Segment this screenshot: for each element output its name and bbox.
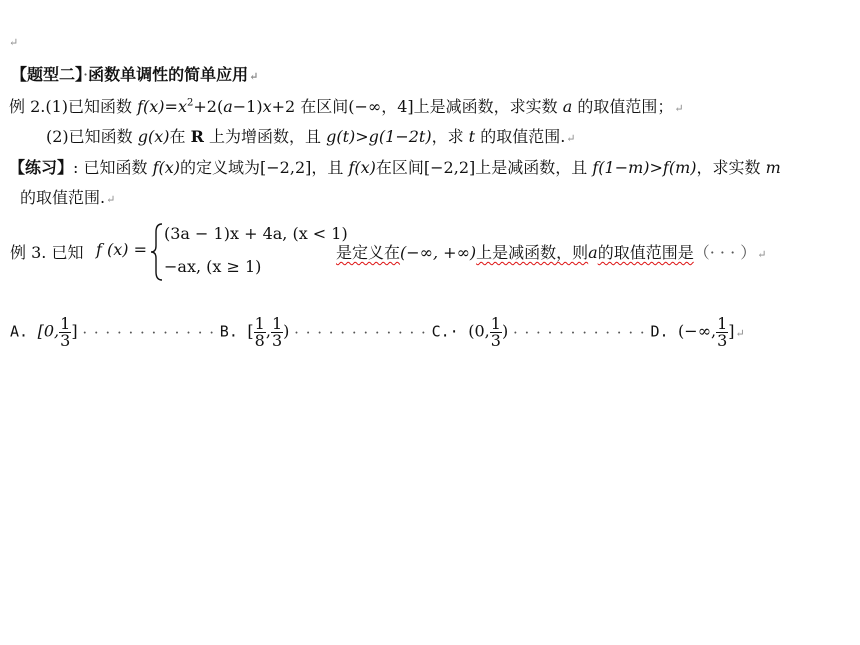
option-d-label: D.	[650, 322, 669, 341]
example2-line1	[9, 94, 684, 117]
option-d-fraction: $\frac{1}{3}$	[717, 314, 728, 350]
option-d-close: ]	[728, 321, 735, 341]
option-c-label: C.·	[431, 322, 459, 341]
example3-fx: f (x) =	[96, 240, 148, 259]
ex2-fx: f(x)	[137, 97, 165, 116]
ex2-a2: a	[562, 97, 573, 116]
exercise-label: 【练习】	[9, 158, 74, 177]
ex2-gt2: >g(1−2t)	[355, 127, 432, 146]
option-a	[10, 316, 78, 349]
piecewise-case1: (3a − 1)x + 4a, (x < 1)	[164, 224, 348, 243]
ex2-x: x	[177, 97, 187, 116]
ex2-gt: g(t)	[326, 127, 356, 146]
paragraph-mark: ↵	[249, 70, 259, 83]
example3-tail	[336, 240, 766, 263]
paragraph-mark: ↵	[106, 193, 116, 206]
ex2-l2-mid: 在	[169, 127, 191, 146]
ex2-l2-mid2: 上为增函数，且	[203, 127, 327, 146]
title-bracket-open: 【	[11, 65, 28, 84]
ex2-gx: g(x)	[137, 127, 170, 146]
option-b-fraction2: $\frac{1}{3}$	[271, 314, 283, 350]
paragraph-mark: ↵	[9, 36, 19, 49]
ex2-x2: x	[262, 97, 272, 116]
title-separator: ·	[83, 65, 89, 84]
option-d	[650, 316, 744, 349]
option-c	[432, 316, 509, 349]
exercise-line2-text: 的取值范围.	[20, 188, 106, 207]
option-b-close: )	[283, 321, 290, 341]
title-label: 题型二	[27, 65, 76, 84]
option-c-close: )	[501, 321, 509, 341]
example2-line2	[46, 124, 576, 147]
ex3-a: a	[588, 243, 598, 262]
section-title	[11, 62, 258, 85]
ex2-prefix: 例 2.(1)已知函数	[9, 97, 138, 116]
ex2-term2: −1)	[232, 97, 263, 116]
title-bracket-close: 】	[75, 65, 84, 84]
paragraph-mark: ↵	[566, 132, 576, 145]
option-b-open: [	[247, 321, 254, 341]
leader-dots: · · · · · · · · · · · ·	[294, 323, 427, 342]
paragraph-mark: ↵	[674, 102, 684, 115]
title-text: 函数单调性的简单应用	[88, 65, 249, 84]
ex2-a: a	[223, 97, 233, 116]
exercise-text-d: ，求实数	[696, 158, 766, 177]
exercise-f1m: f(1−m)	[592, 158, 650, 177]
option-a-open: [0,	[37, 321, 60, 341]
ex2-l2-suffix: 的取值范围.	[475, 127, 566, 146]
leader-dots: · · · · · · · · · · · ·	[512, 323, 646, 342]
ex2-eq: =	[164, 97, 178, 116]
option-c-open: (0,	[468, 321, 490, 341]
exercise-text-b: 的定义域为[−2,2]，且	[180, 158, 349, 177]
exercise-line2	[20, 185, 115, 208]
ex3-paren: （· · · ）	[693, 243, 757, 262]
paragraph-mark: ↵	[757, 248, 767, 261]
option-b-label: B.	[219, 322, 238, 341]
exercise-m: m	[765, 158, 781, 177]
option-c-fraction: $\frac{1}{3}$	[490, 314, 501, 350]
options-row	[10, 316, 745, 349]
ex2-R: R	[190, 127, 204, 146]
option-a-label: A.	[10, 322, 29, 341]
exercise-fm: f(m)	[662, 158, 697, 177]
piecewise-case2: −ax, (x ≥ 1)	[164, 257, 262, 276]
exercise-text-c: 在区间[−2,2]上是减函数，且	[375, 158, 593, 177]
leader-dots: · · · · · · · · · · · ·	[82, 323, 216, 342]
ex3-after-a: 是定义在	[336, 243, 401, 262]
exercise-line1	[9, 155, 781, 178]
ex2-term: +2(	[193, 97, 224, 116]
exercise-gt: >	[649, 158, 663, 177]
ex2-sup: 2	[186, 97, 194, 109]
option-b-fraction1: $\frac{1}{8}$	[254, 314, 265, 350]
example3-prefix: 例 3. 已知	[10, 243, 84, 262]
ex2-suffix: 的取值范围；	[572, 97, 674, 116]
option-a-close: ]	[71, 321, 78, 341]
exercise-fx2: f(x)	[348, 158, 376, 177]
option-d-open: (−∞,	[678, 321, 717, 341]
ex3-after-b: 上是减函数，则	[476, 243, 589, 262]
exercise-text-a: : 已知函数	[73, 158, 153, 177]
ex3-interval: (−∞, +∞)	[400, 243, 477, 262]
ex2-l2-mid3: ，求	[431, 127, 469, 146]
ex3-after-c: 的取值范围是	[597, 243, 694, 262]
exercise-fx: f(x)	[152, 158, 181, 177]
ex2-l2-prefix: (2)已知函数	[46, 127, 138, 146]
option-a-fraction: $\frac{1}{3}$	[60, 314, 71, 350]
paragraph-mark: ↵	[735, 326, 745, 340]
piecewise-brace	[150, 222, 164, 282]
ex2-interval-text: +2 在区间(−∞，4]上是减函数，求实数	[271, 97, 563, 116]
ex2-t: t	[468, 127, 476, 146]
option-b: B. [ $\frac{1}{8}$ , $\frac{1}{3}$ )	[219, 314, 290, 350]
